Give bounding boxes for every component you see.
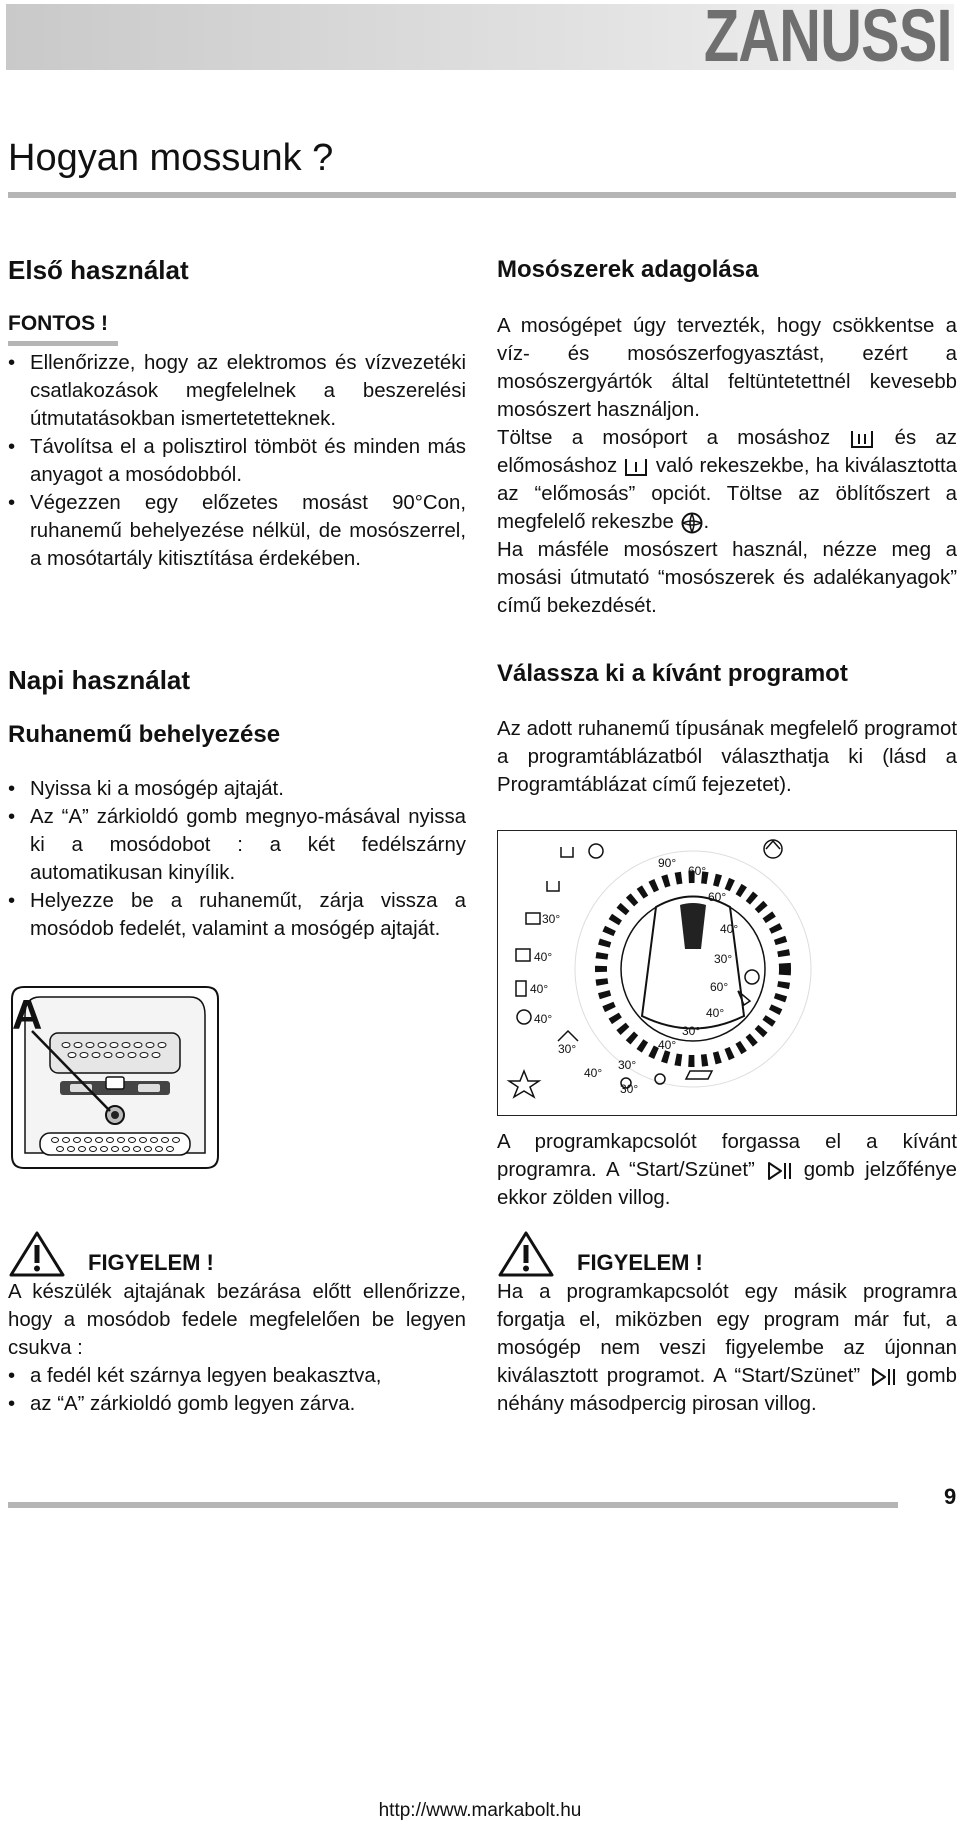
dial-temp-label: 40° <box>706 1006 725 1020</box>
program-heading: Válassza ki a kívánt programot <box>497 660 848 687</box>
detergent-paragraph-2 <box>497 424 957 536</box>
dial-temp-label: 40° <box>720 922 739 936</box>
footer-url: http://www.markabolt.hu <box>378 1800 582 1821</box>
dial-temp-label: 60° <box>710 980 729 994</box>
program-dial <box>498 831 955 1114</box>
page-number: 9 <box>944 1484 957 1509</box>
warning-label: FIGYELEM ! <box>577 1250 703 1275</box>
dial-temp-label: 30° <box>618 1058 637 1072</box>
dial-temp-label: 30° <box>542 912 561 926</box>
list-item: • Végezzen egy előzetes mosást 90°Con, ruhanemű behelyezése nélkül, de mosószerrel, a mosótartály kitisztítása érdekében. <box>8 489 466 573</box>
dial-temp-label: 40° <box>534 1012 553 1026</box>
list-item: • Az “A” zárkioldó gomb megnyo-másával nyissa ki a mosódobot : a két fedélszárny automatikusan kinyílik. <box>8 803 466 887</box>
softener-compartment-icon <box>680 511 704 535</box>
warning-text: A készülék ajtajának bezárása előtt ellenőrizze, hogy a mosódob fedele megfelelően be legyen csukva : <box>8 1281 466 1359</box>
first-use-list <box>8 349 466 573</box>
delicate-icon <box>558 1031 578 1041</box>
spiral-icon <box>589 844 603 858</box>
warning-text: Ha a programkapcsolót egy másik programra forgatja el, miközben egy program már fut, a mosógép nem veszi figyelembe az újonnan kiválasztott programot. A “Start/Szünet” <box>497 1281 957 1387</box>
brand-logo: ZANUSSI <box>704 0 952 77</box>
warning-triangle-icon <box>497 1230 555 1278</box>
basin-icon <box>526 913 540 924</box>
program-after-dial <box>497 1128 957 1212</box>
important-label: FONTOS ! <box>8 312 108 335</box>
warning-right <box>497 1230 703 1278</box>
program-after-text: A programkapcsolót forgassa el a kívánt programra. A “Start/Szünet” <box>497 1131 957 1181</box>
loading-subheading: Ruhanemű behelyezése <box>8 721 281 748</box>
dial-temp-label: 60° <box>688 864 707 878</box>
warning-left <box>8 1230 214 1278</box>
dial-temp-label: 40° <box>534 950 553 964</box>
list-item: • Távolítsa el a polisztirol tömböt és minden más anyagot a mosódobból. <box>8 433 466 489</box>
start-pause-icon <box>765 1160 793 1182</box>
list-item: • Helyezze be a ruhaneműt, zárja vissza a mosódob fedelét, valamint a mosógép ajtaját. <box>8 887 466 943</box>
illustration-label-a: A <box>12 991 43 1038</box>
dial-temp-label: 30° <box>620 1082 639 1096</box>
dial-temp-label: 40° <box>658 1038 677 1052</box>
title-divider <box>8 192 956 198</box>
warning-right-body <box>497 1278 957 1418</box>
dial-temp-label: 30° <box>714 952 733 966</box>
dial-temp-label: 60° <box>708 890 727 904</box>
dial-temp-label: 40° <box>584 1066 603 1080</box>
important-underline <box>8 341 118 346</box>
prewash-compartment-icon <box>623 456 649 478</box>
detergent-paragraph-3: Ha másféle mosószert használ, nézze meg a mosási útmutató “mosószerek és adalékanyagok” című bekezdését. <box>497 539 957 617</box>
detergent-text: és az előmosáshoz <box>497 427 957 477</box>
first-use-heading: Első használat <box>8 255 189 285</box>
start-pause-icon <box>869 1366 897 1388</box>
wash-compartment-icon <box>547 881 559 891</box>
list-item: • Ellenőrizze, hogy az elektromos és vízvezetéki csatlakozások megfelelnek a beszerelési útmutatásokban ismertetetteknek. <box>8 349 466 433</box>
list-item: • az “A” zárkioldó gomb legyen zárva. <box>8 1390 466 1418</box>
detergent-text: való rekeszekbe, ha kiválasztotta az “előmosás” opciót. Töltse az öblítőszert a megfelelő rekeszbe <box>497 455 957 533</box>
star-icon <box>509 1071 539 1097</box>
shirt-icon <box>516 949 530 961</box>
detergent-heading: Mosószerek adagolása <box>497 256 759 283</box>
loading-list <box>8 775 466 943</box>
list-item: • a fedél két szárnya legyen beakasztva, <box>8 1362 466 1390</box>
detergent-paragraph-1: A mosógépet úgy tervezték, hogy csökkentse a víz- és mosószerfogyasztást, ezért a mosószergyártók által feltüntetettnél kevesebb mosószert használjon. <box>497 315 957 421</box>
detergent-text: Töltse a mosóport a mosáshoz <box>497 427 831 449</box>
drum-lid-illustration <box>10 985 220 1170</box>
detergent-text: . <box>703 511 710 533</box>
program-after-text: gomb jelzőfénye ekkor zölden villog. <box>497 1159 957 1209</box>
dial-temp-label: 40° <box>530 982 549 996</box>
dial-temp-label: 30° <box>558 1042 577 1056</box>
page-title: Hogyan mossunk ? <box>8 137 334 179</box>
prewash-compartment-icon <box>561 847 573 857</box>
wool-icon <box>517 1010 531 1024</box>
warning-label: FIGYELEM ! <box>88 1250 214 1275</box>
dial-temp-label: 90° <box>658 856 677 870</box>
dial-temp-label: 30° <box>682 1024 701 1038</box>
warning-left-body <box>8 1278 466 1418</box>
program-text: Az adott ruhanemű típusának megfelelő programot a programtáblázatból választhatja ki (lásd a Programtáblázat című fejezetet). <box>497 718 957 796</box>
main-wash-compartment-icon <box>849 428 875 450</box>
daily-use-heading: Napi használat <box>8 665 191 695</box>
warning-text: gomb néhány másodpercig pirosan villog. <box>497 1365 957 1415</box>
program-dial-illustration <box>497 830 957 1116</box>
bottom-divider <box>8 1502 898 1508</box>
warning-triangle-icon <box>8 1230 66 1278</box>
trousers-icon <box>516 981 526 996</box>
detergent-body <box>497 312 957 620</box>
list-item: • Nyissa ki a mosógép ajtaját. <box>8 775 466 803</box>
